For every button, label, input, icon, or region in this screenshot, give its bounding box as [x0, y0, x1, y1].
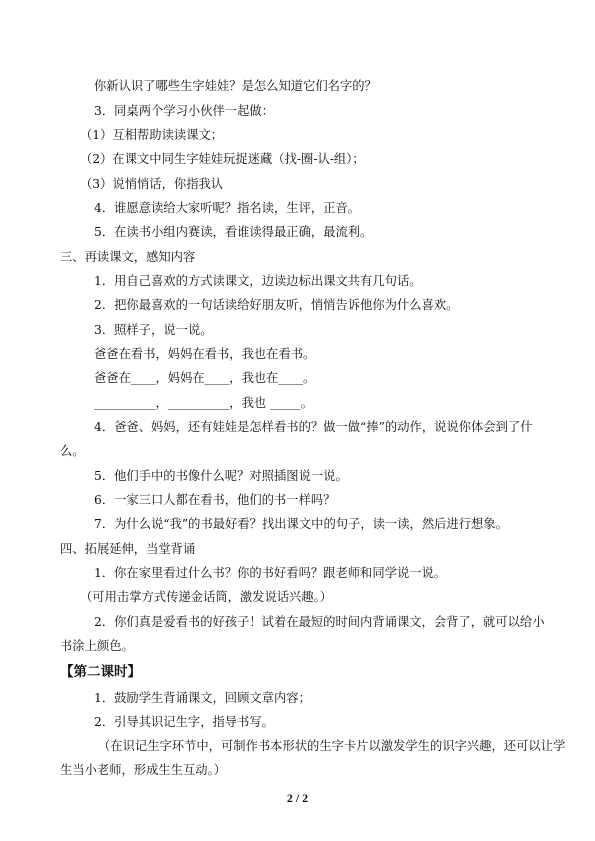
text-line: 4．谁愿意读给大家听呢？指名读，生评，正音。: [94, 201, 361, 215]
page-number: 2 / 2: [286, 791, 309, 805]
text-line: 2．你们真是爱看书的好孩子！试着在最短的时间内背诵课文，会背了，就可以给小: [94, 615, 545, 629]
text-line: 3．同桌两个学习小伙伴一起做：: [94, 104, 274, 118]
text-line: （2）在课文中同生字娃娃玩捉迷藏（找-圈-认-组）；: [80, 152, 365, 166]
text-line: 书涂上颜色。: [60, 639, 134, 653]
section-line: 四、拓展延伸，当堂背诵: [60, 542, 196, 556]
text-line: 爸爸在看书，妈妈在看书，我也在看书。: [94, 347, 316, 361]
lesson-heading: 【第二课时】: [60, 664, 141, 680]
text-line: __________，__________，我也 _____。: [94, 396, 314, 410]
text-line: 1．你在家里看过什么书？你的书好看吗？跟老师和同学说一说。: [94, 566, 447, 580]
text-line: 4．爸爸、妈妈，还有娃娃是怎样看书的？做一做“捧”的动作，说说你体会到了什: [94, 420, 533, 434]
text-line: （1）互相帮助读读课文；: [80, 128, 224, 142]
text-line: 生当小老师，形成生生互动。）: [60, 763, 227, 777]
text-line: 你新认识了哪些生字娃娃？是怎么知道它们名字的？: [94, 79, 377, 93]
text-line: （3）说悄悄话，你指我认: [80, 177, 224, 191]
text-line: 么。: [60, 444, 85, 458]
text-line: （在识记生字环节中，可制作书本形状的生字卡片以激发学生的识字兴趣，还可以让学: [98, 739, 566, 753]
text-line: 3．照样子，说一说。: [94, 323, 213, 337]
section-line: 三、再读课文，感知内容: [60, 250, 196, 264]
text-line: 1．鼓励学生背诵课文，回顾文章内容；: [94, 691, 311, 705]
text-line: 爸爸在____，妈妈在____，我也在____。: [94, 371, 316, 385]
text-line: 6．一家三口人都在看书，他们的书一样吗？: [94, 493, 336, 507]
text-line: 7．为什么说“我”的书最好看？找出课文中的句子，读一读，然后进行想象。: [94, 517, 508, 531]
text-line: 2．引导其识记生字，指导书写。: [94, 715, 274, 729]
text-line: （可用击掌方式传递金话筒，激发说话兴趣。）: [80, 590, 333, 604]
text-line: 2．把你最喜欢的一句话读给好朋友听，悄悄告诉他你为什么喜欢。: [94, 298, 459, 312]
text-line: 1．用自己喜欢的方式读课文，边读边标出课文共有几句话。: [94, 274, 422, 288]
text-line: 5．在读书小组内赛读，看谁读得最正确，最流利。: [94, 225, 373, 239]
text-line: 5．他们手中的书像什么呢？对照插图说一说。: [94, 469, 348, 483]
